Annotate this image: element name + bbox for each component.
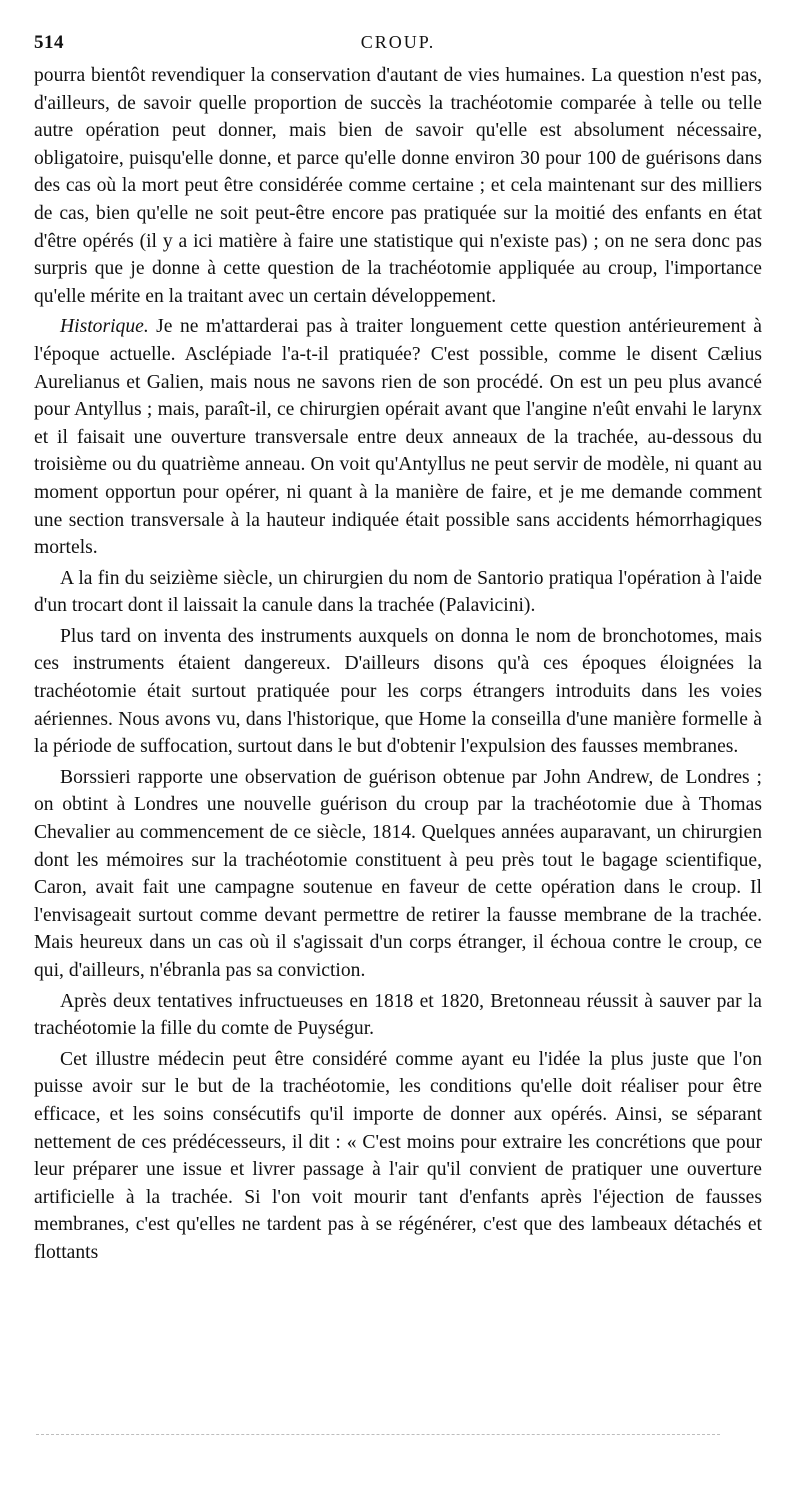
paragraph-text: Plus tard on inventa des instruments auxquels on donna le nom de bronchotomes, mais ces instruments étaient dangereux. D'ailleurs disons qu'à ces époques éloignées la trachéotomie était surtout pratiquée pour les corps étrangers introduits dans les voies aériennes. Nous avons vu, dans l'historique, que Home la conseilla d'une manière formelle à la période de suffocation, surtout dans le but d'obtenir l'expulsion des fausses membranes. [34, 625, 762, 758]
running-head [34, 28, 762, 62]
body-text [34, 62, 762, 1267]
paragraph-text: Cet illustre médecin peut être considéré comme ayant eu l'idée la plus juste que l'on puisse avoir sur le but de la trachéotomie, les conditions qu'elle doit réaliser pour être efficace, et les soins consécutifs qu'il importe de donner aux opérés. Ainsi, se séparant nettement de ces prédécesseurs, il dit : « C'est moins pour extraire les concrétions que pour leur préparer une issue et livrer passage à l'air qu'il convient de pratiquer une ouverture artificielle à la trachée. Si l'on voit mourir tant d'enfants après l'éjection de fausses membranes, c'est qu'elles ne tardent pas à se régénérer, c'est que des lambeaux détachés et flottants [34, 1048, 762, 1263]
paragraph-illustre-medecin [34, 1046, 762, 1267]
paragraph-historique [34, 313, 762, 561]
page-number: 514 [34, 32, 64, 53]
paragraph-bronchotomes [34, 623, 762, 761]
paragraph-text: A la fin du seizième siècle, un chirurgien du nom de Santorio pratiqua l'opération à l'aide d'un trocart dont il laissait la canule dans la trachée (Palavicini). [34, 567, 762, 617]
paragraph-bretonneau [34, 988, 762, 1043]
paragraph-borssieri [34, 764, 762, 985]
paragraph-text: Borssieri rapporte une observation de guérison obtenue par John Andrew, de Londres ; on obtint à Londres une nouvelle guérison du croup par la trachéotomie due à Thomas Chevalier au commencement de ce siècle, 1814. Quelques années auparavant, un chirurgien dont les mémoires sur la trachéotomie constituent à peu près tout le bagage scientifique, Caron, avait fait une campagne soutenue en faveur de cette opération dans le croup. Il l'envisageait surtout comme devant permettre de retirer la fausse membrane de la trachée. Mais heureux dans un cas où il s'agissait d'un corps étranger, il échoua contre le croup, ce qui, d'ailleurs, n'ébranla pas sa conviction. [34, 766, 762, 981]
paragraph-santorio [34, 565, 762, 620]
paragraph-continuation [34, 62, 762, 310]
paragraph-text: Après deux tentatives infructueuses en 1818 et 1820, Bretonneau réussit à sauver par la trachéotomie la fille du comte de Puységur. [34, 990, 762, 1040]
section-lead-historique: Historique. [60, 316, 149, 338]
paragraph-text: Je ne m'attarderai pas à traiter longuement cette question antérieurement à l'époque actuelle. Asclépiade l'a-t-il pratiquée? C'est possible, comme le disent Cælius Aurelianus et Galien, mais nous ne savons rien de son procédé. On est un peu plus avancé pour Antyllus ; mais, paraît-il, ce chirurgien opérait avant que l'angine n'eût envahi le larynx et il faisait une ouverture transversale entre deux anneaux de la trachée, au-dessous du troisième ou du quatrième anneau. On voit qu'Antyllus ne peut servir de modèle, ni quant au moment opportun pour opérer, ni quant à la manière de faire, et je me demande comment une section transversale à la hauteur indiquée était possible sans accidents hémorrhagiques mortels. [34, 316, 762, 559]
footer-rule [36, 1434, 720, 1435]
running-title: CROUP. [360, 32, 436, 52]
paragraph-text: pourra bientôt revendiquer la conservation d'autant de vies humaines. La question n'est pas, d'ailleurs, de savoir quelle proportion de succès la trachéotomie comparée à telle ou telle autre opération peut donner, mais bien de savoir qu'elle est absolument nécessaire, obligatoire, puisqu'elle donne, et parce qu'elle donne environ 30 pour 100 de guérisons dans des cas où la mort peut être considérée comme certaine ; et cela maintenant sur des milliers de cas, bien qu'elle ne soit peut-être encore pas pratiquée sur la moitié des enfants en état d'être opérés (il y a ici matière à faire une statistique qui n'existe pas) ; on ne sera donc pas surpris que je donne à cette question de la trachéotomie appliquée au croup, l'importance qu'elle mérite en la traitant avec un certain développement. [34, 65, 762, 307]
